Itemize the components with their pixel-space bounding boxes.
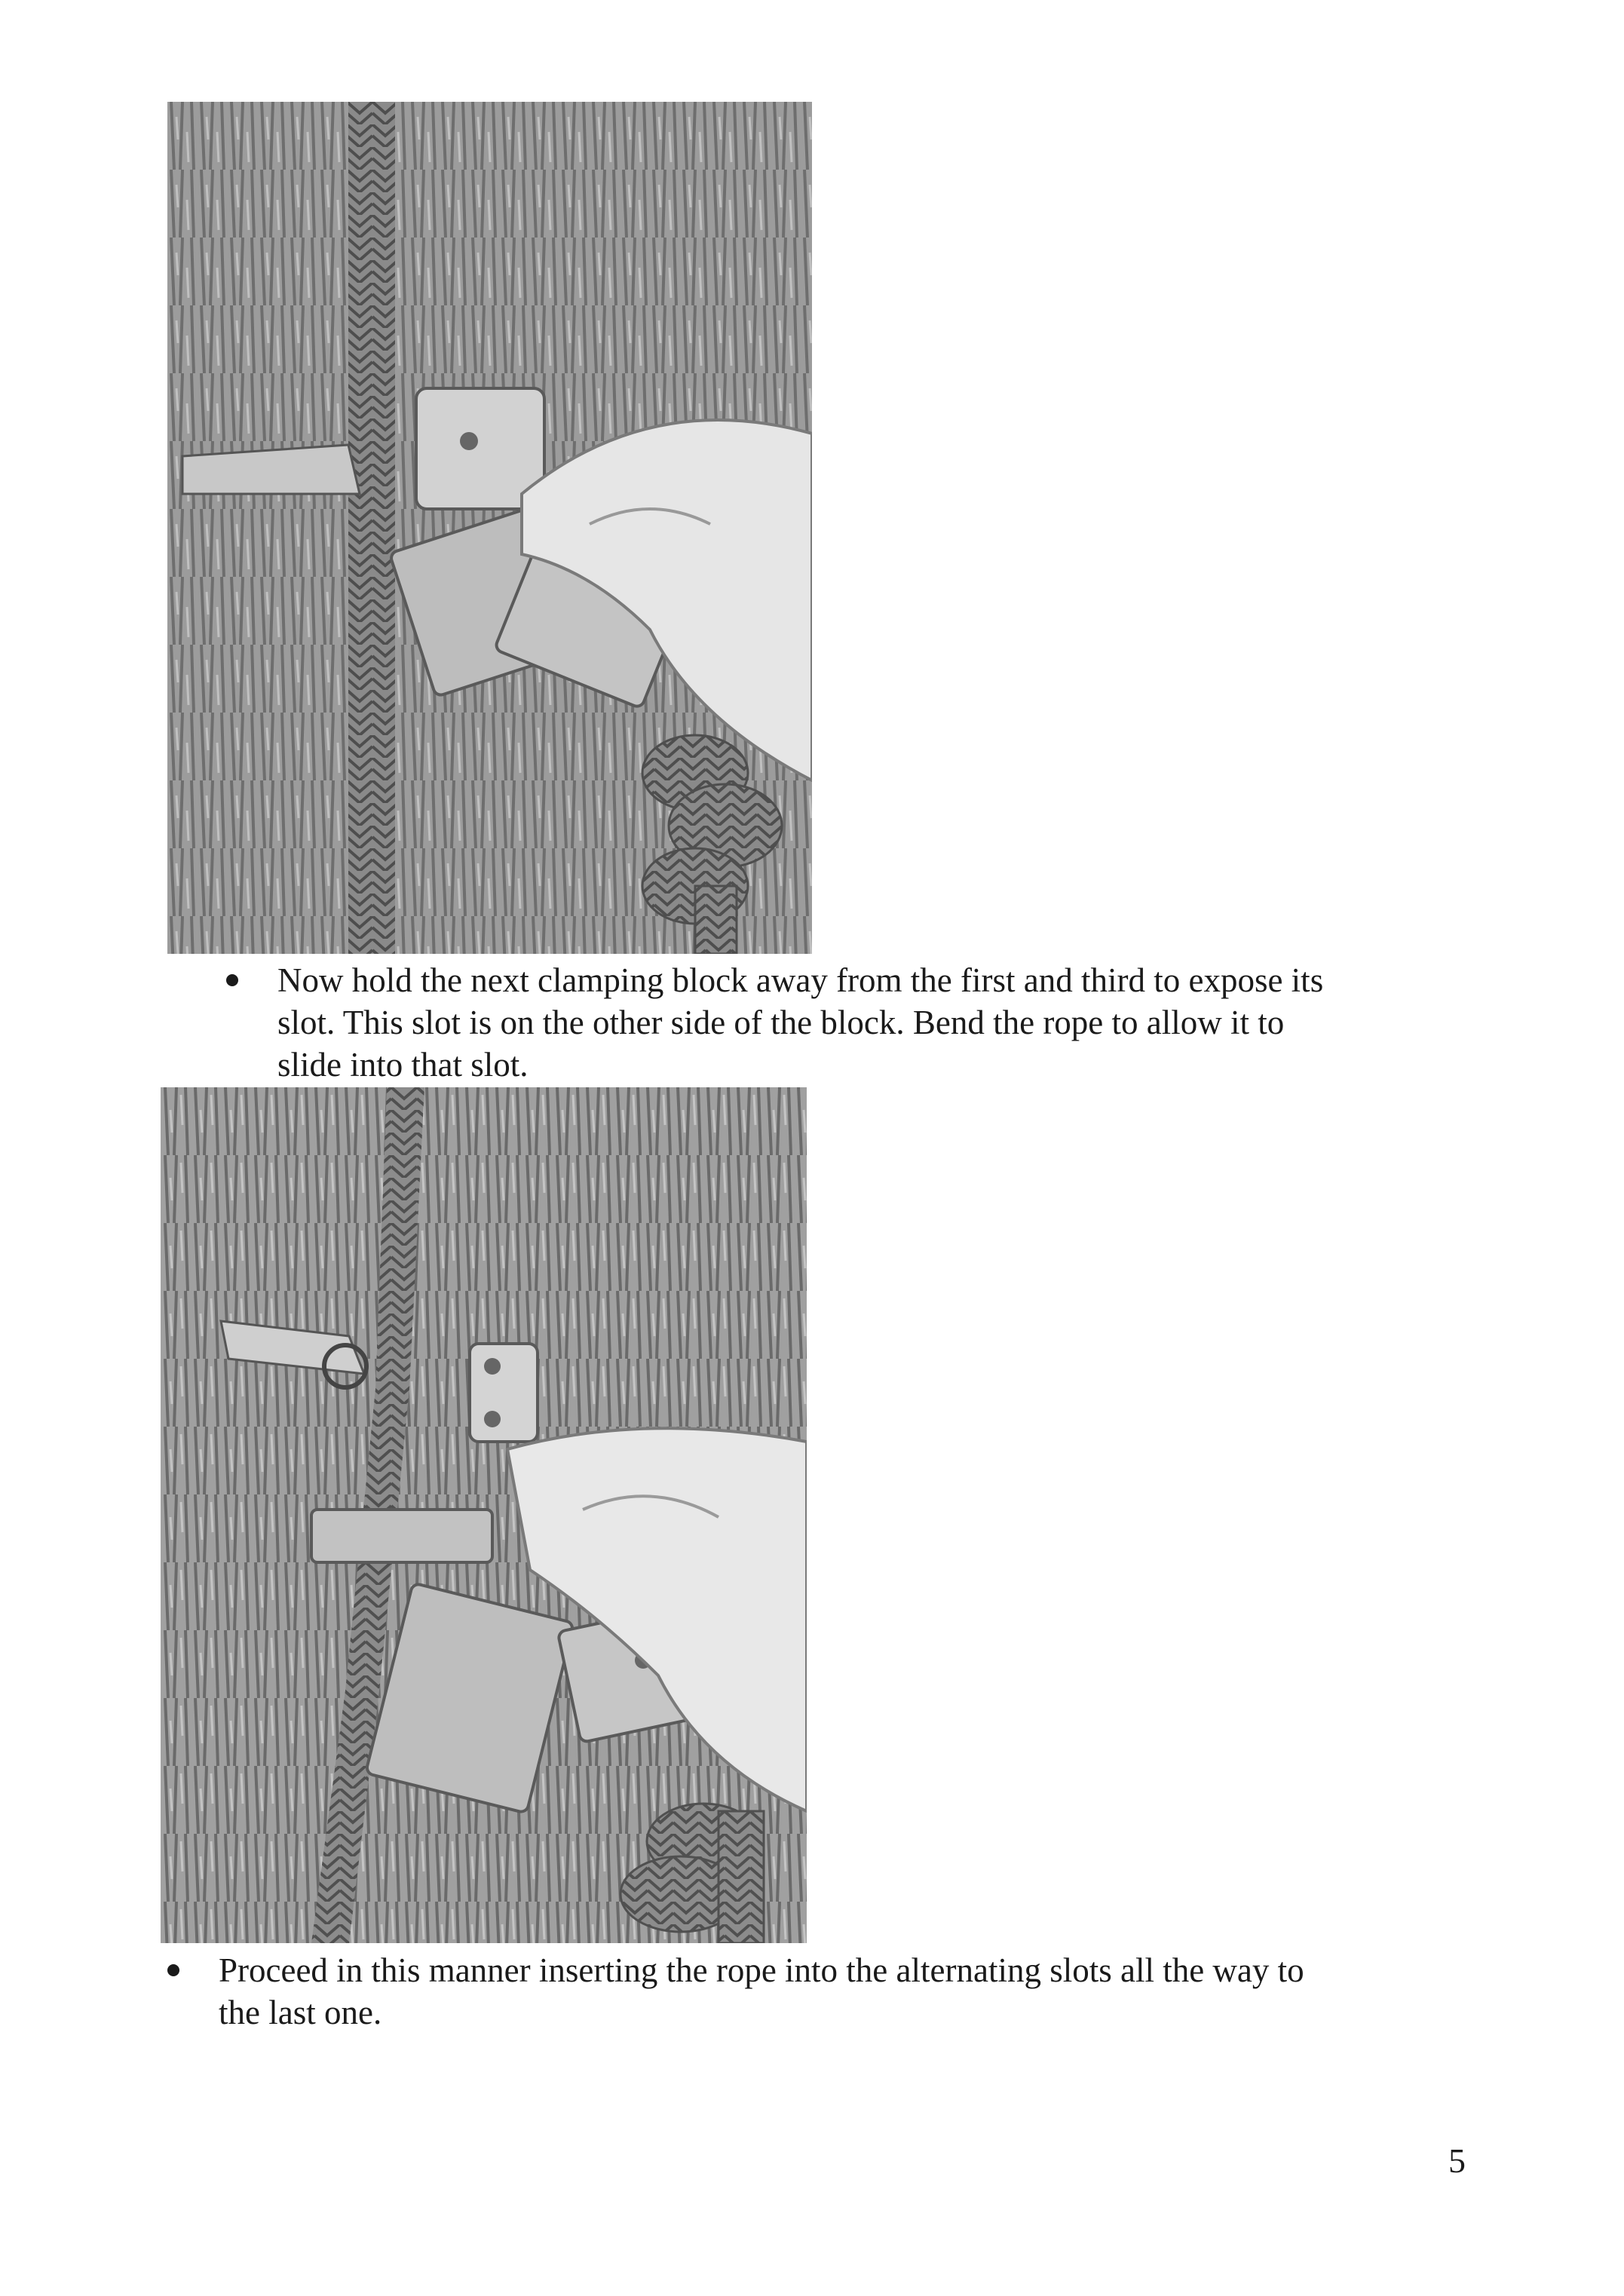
bullet-dot [167,1964,179,1976]
page-number: 5 [1448,2141,1466,2180]
photo-2-illustration [161,1087,807,1943]
photo-clamp-next-block [161,1087,807,1943]
photo-clamp-first-block [167,102,812,954]
bullet-dot [226,974,238,986]
instruction-text-1: Now hold the next clamping block away from the first and third to expose its slot. This slot is on the other side of the block. Bend the rope to allow it to slide into that slot. [277,961,1324,1084]
photo-1-illustration [167,102,812,954]
instruction-text-2: Proceed in this manner inserting the rope into the alternating slots all the way to the last one. [219,1951,1304,2031]
